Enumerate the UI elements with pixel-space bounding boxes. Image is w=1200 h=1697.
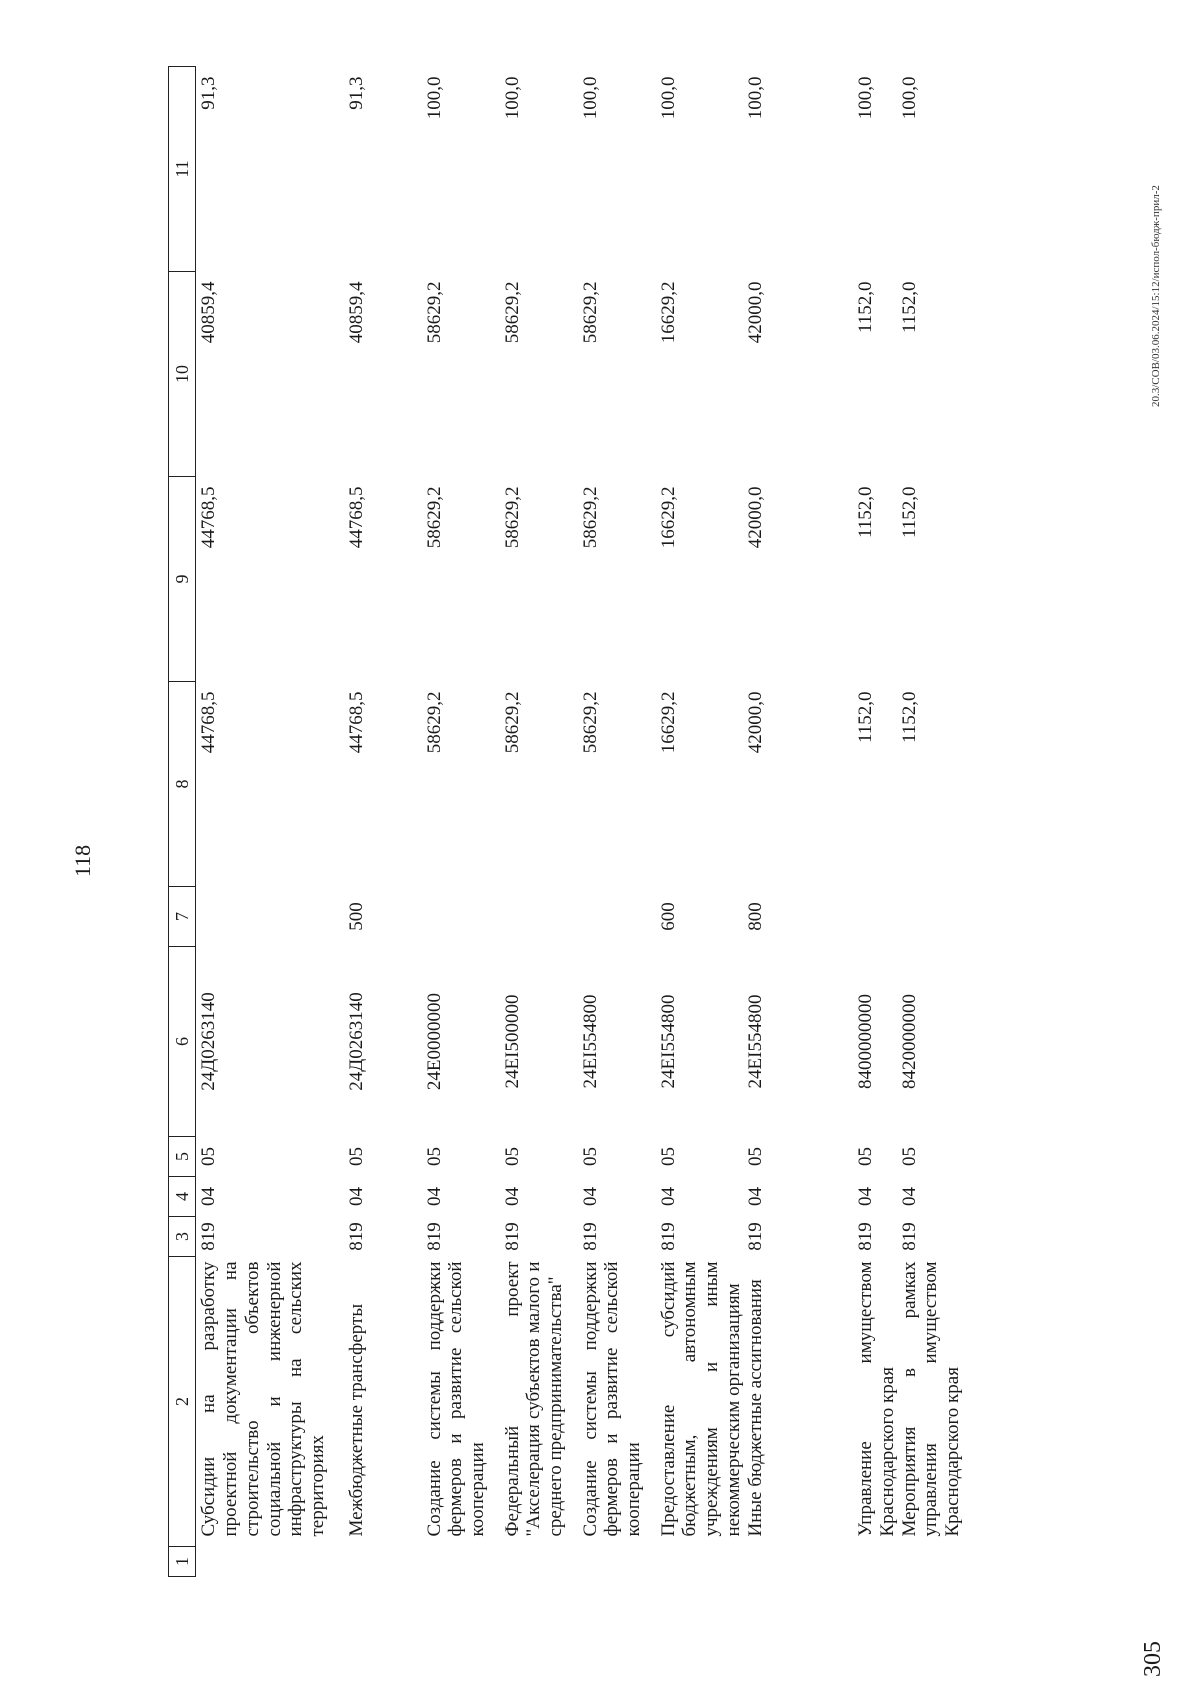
cell-c10: 16629,2 [657,281,679,344]
cell-c7 [899,887,967,947]
cell-c5: 05 [423,1147,445,1166]
cell-c4: 04 [501,1187,523,1206]
cell-c9: 58629,2 [501,486,523,549]
cell-index [196,1547,346,1577]
cell-c6: 24EI500000 [501,994,523,1089]
cell-c11: 91,3 [198,76,219,110]
cell-c4: 04 [854,1187,876,1206]
cell-c4: 04 [345,1187,367,1206]
cell-c8: 1152,0 [898,691,920,744]
cell-c3: 819 [198,1222,219,1251]
cell-c9: 42000,0 [744,486,766,549]
table-row [196,67,346,1577]
cell-c8: 1152,0 [854,691,876,744]
cell-c3: 819 [423,1222,445,1251]
cell-c10: 40859,4 [345,281,367,344]
cell-c7: 500 [345,902,367,931]
cell-c9: 44768,5 [198,486,219,549]
cell-index [745,1547,855,1577]
cell-c6: 24EI554800 [579,994,601,1089]
cell-c8: 44768,5 [345,691,367,754]
sheet-number: 305 [1140,1641,1166,1677]
cell-c7: 600 [657,902,679,931]
column-header: 4 [169,1177,196,1217]
cell-name: Создание системы поддержки фермеров и развитие сельской кооперации [423,1261,489,1537]
table-row [424,67,502,1577]
table-row [580,67,658,1577]
cell-c11: 100,0 [501,76,523,120]
cell-c11: 100,0 [657,76,679,120]
table-header [169,67,196,1577]
cell-c8: 44768,5 [198,691,219,754]
budget-table [168,66,967,1577]
cell-c9: 58629,2 [423,486,445,549]
cell-c4: 04 [744,1187,766,1206]
column-header: 6 [169,947,196,1137]
column-header: 7 [169,887,196,947]
cell-c8: 58629,2 [423,691,445,754]
cell-c9: 1152,0 [898,486,920,539]
cell-c9: 44768,5 [345,486,367,549]
cell-name: Предоставление субсидий бюджетным, автономным учреждениям и иным некоммерческим организациям [657,1261,745,1537]
column-header: 1 [169,1547,196,1577]
cell-name: Управление имуществом Краснодарского края [854,1261,898,1537]
cell-c3: 819 [501,1222,523,1251]
cell-c5: 05 [345,1147,367,1166]
cell-c5: 05 [854,1147,876,1166]
cell-c4: 04 [423,1187,445,1206]
header-row [169,67,196,1577]
cell-c10: 58629,2 [579,281,601,344]
cell-c9: 58629,2 [579,486,601,549]
cell-name: Создание системы поддержки фермеров и развитие сельской кооперации [579,1261,645,1537]
cell-c6: 8420000000 [898,994,920,1089]
cell-index [580,1547,658,1577]
cell-c7 [196,887,346,947]
cell-c7 [502,887,580,947]
cell-name: Мероприятия в рамках управления имуществом Краснодарского края [898,1261,964,1537]
cell-c10: 40859,4 [198,281,219,344]
cell-c10: 1152,0 [898,281,920,334]
table-row [346,67,424,1577]
page-header-number: 118 [70,844,95,877]
cell-c11: 100,0 [898,76,920,120]
cell-c3: 819 [657,1222,679,1251]
cell-name: Иные бюджетные ассигнования [744,1279,766,1537]
cell-c6: 24Д0263140 [198,992,219,1091]
column-header: 9 [169,477,196,682]
column-header: 3 [169,1217,196,1257]
cell-c10: 58629,2 [423,281,445,344]
cell-c11: 100,0 [579,76,601,120]
cell-index [855,1547,899,1577]
cell-c6: 24EI554800 [744,994,766,1089]
column-header: 5 [169,1137,196,1177]
cell-c8: 58629,2 [579,691,601,754]
cell-c9: 1152,0 [854,486,876,539]
cell-c6: 24E0000000 [423,992,445,1091]
cell-name: Межбюджетные трансферты [345,1303,367,1537]
cell-c11: 100,0 [423,76,445,120]
cell-c7: 800 [744,902,766,931]
table-row [745,67,855,1577]
cell-name: Федеральный проект "Акселерация субъектов малого и среднего предпринимательства" [501,1261,567,1537]
cell-c3: 819 [854,1222,876,1251]
cell-c6: 24EI554800 [657,994,679,1089]
column-header: 2 [169,1257,196,1547]
cell-c8: 42000,0 [744,691,766,754]
cell-c5: 05 [657,1147,679,1166]
column-header: 11 [169,67,196,272]
cell-c4: 04 [657,1187,679,1206]
cell-index [899,1547,967,1577]
cell-c10: 58629,2 [501,281,523,344]
column-header: 10 [169,272,196,477]
cell-c7 [855,887,899,947]
cell-c7 [580,887,658,947]
cell-c9: 16629,2 [657,486,679,549]
cell-c3: 819 [579,1222,601,1251]
cell-c4: 04 [198,1187,219,1206]
cell-c5: 05 [898,1147,920,1166]
cell-index [346,1547,424,1577]
cell-index [658,1547,745,1577]
cell-c4: 04 [579,1187,601,1206]
cell-c5: 05 [198,1147,219,1166]
column-header: 8 [169,682,196,887]
cell-c4: 04 [898,1187,920,1206]
cell-c10: 42000,0 [744,281,766,344]
footer-text: 20.3/СОВ/03.06.2024/15:12/испол-бюдж-прил-2 [1150,185,1162,407]
cell-c11: 100,0 [744,76,766,120]
table-row [502,67,580,1577]
cell-c8: 58629,2 [501,691,523,754]
table-row [899,67,967,1577]
cell-c5: 05 [744,1147,766,1166]
cell-c11: 91,3 [345,76,367,110]
cell-c5: 05 [579,1147,601,1166]
cell-c6: 8400000000 [854,994,876,1089]
cell-c7 [424,887,502,947]
cell-index [502,1547,580,1577]
cell-name: Субсидии на разработку проектной документации на строительство объектов социальной и инженерной инфраструктуры на сельских территориях [198,1261,329,1537]
cell-c11: 100,0 [854,76,876,120]
cell-c10: 1152,0 [854,281,876,334]
cell-c3: 819 [345,1222,367,1251]
cell-index [424,1547,502,1577]
cell-c3: 819 [898,1222,920,1251]
cell-c3: 819 [744,1222,766,1251]
table-row [658,67,745,1577]
cell-c5: 05 [501,1147,523,1166]
cell-c6: 24Д0263140 [345,992,367,1091]
table-body [196,67,967,1577]
cell-c8: 16629,2 [657,691,679,754]
table-row [855,67,899,1577]
